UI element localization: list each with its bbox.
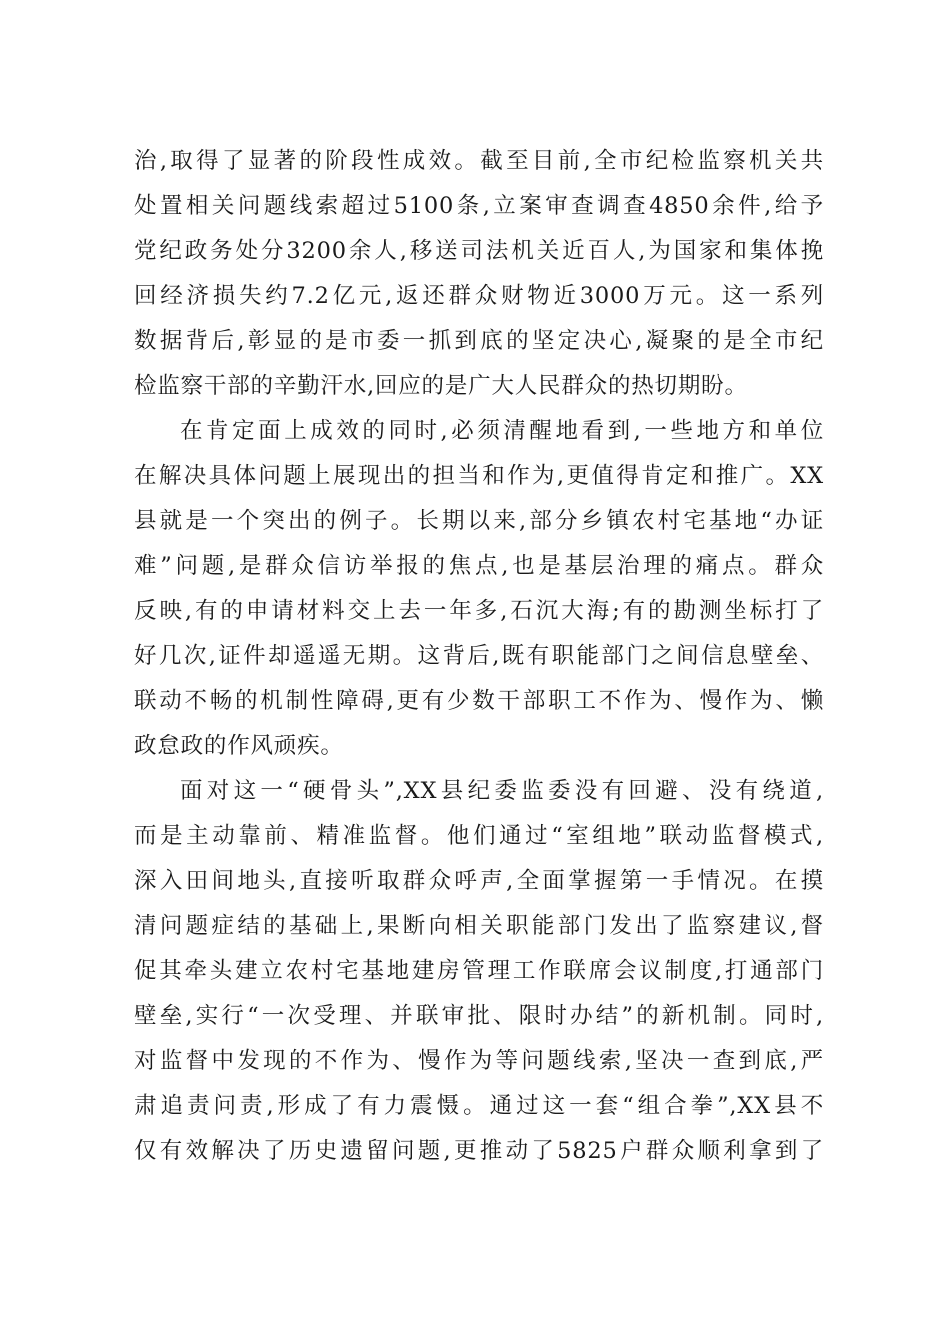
paragraph-3-line-5: 促其牵头建立农村宅基地建房管理工作联席会议制度,打通部门 [134,958,824,984]
paragraph-2-line-5: 反映,有的申请材料交上去一年多,石沉大海;有的勘测坐标打了 [134,598,824,624]
paragraph-3-line-1: 面对这一“硬骨头”,XX县纪委监委没有回避、没有绕道, [180,778,824,804]
paragraph-2-line-7: 联动不畅的机制性障碍,更有少数干部职工不作为、慢作为、懒 [134,688,824,714]
paragraph-1-line-4: 回经济损失约7.2亿元,返还群众财物近3000万元。这一系列 [134,283,824,309]
paragraph-3-line-9: 仅有效解决了历史遗留问题,更推动了5825户群众顺利拿到了 [134,1138,824,1164]
paragraph-3-line-2: 而是主动靠前、精准监督。他们通过“室组地”联动监督模式, [134,823,824,849]
paragraph-3-line-4: 清问题症结的基础上,果断向相关职能部门发出了监察建议,督 [134,913,824,939]
paragraph-2-line-6: 好几次,证件却遥遥无期。这背后,既有职能部门之间信息壁垒、 [134,643,824,669]
paragraph-3-line-6: 壁垒,实行“一次受理、并联审批、限时办结”的新机制。同时, [134,1003,824,1029]
paragraph-1-line-3: 党纪政务处分3200余人,移送司法机关近百人,为国家和集体挽 [134,238,824,264]
paragraph-2-line-3: 县就是一个突出的例子。长期以来,部分乡镇农村宅基地“办证 [134,508,824,534]
paragraph-1-line-6: 检监察干部的辛勤汗水,回应的是广大人民群众的热切期盼。 [134,373,748,399]
paragraph-1-line-5: 数据背后,彰显的是市委一抓到底的坚定决心,凝聚的是全市纪 [134,328,824,354]
paragraph-2-line-2: 在解决具体问题上展现出的担当和作为,更值得肯定和推广。XX [134,463,824,489]
paragraph-2-line-8: 政怠政的作风顽疾。 [134,733,344,759]
paragraph-3-line-8: 肃追责问责,形成了有力震慑。通过这一套“组合拳”,XX县不 [134,1093,824,1119]
paragraph-1-line-2: 处置相关问题线索超过5100条,立案审查调查4850余件,给予 [134,193,824,219]
body-text [134,139,824,1174]
paragraph-3-line-7: 对监督中发现的不作为、慢作为等问题线索,坚决一查到底,严 [134,1048,824,1074]
paragraph-1-line-1: 治,取得了显著的阶段性成效。截至目前,全市纪检监察机关共 [134,148,824,174]
paragraph-2-line-1: 在肯定面上成效的同时,必须清醒地看到,一些地方和单位 [180,418,824,444]
paragraph-2-line-4: 难”问题,是群众信访举报的焦点,也是基层治理的痛点。群众 [134,553,824,579]
paragraph-3-line-3: 深入田间地头,直接听取群众呼声,全面掌握第一手情况。在摸 [134,868,824,894]
